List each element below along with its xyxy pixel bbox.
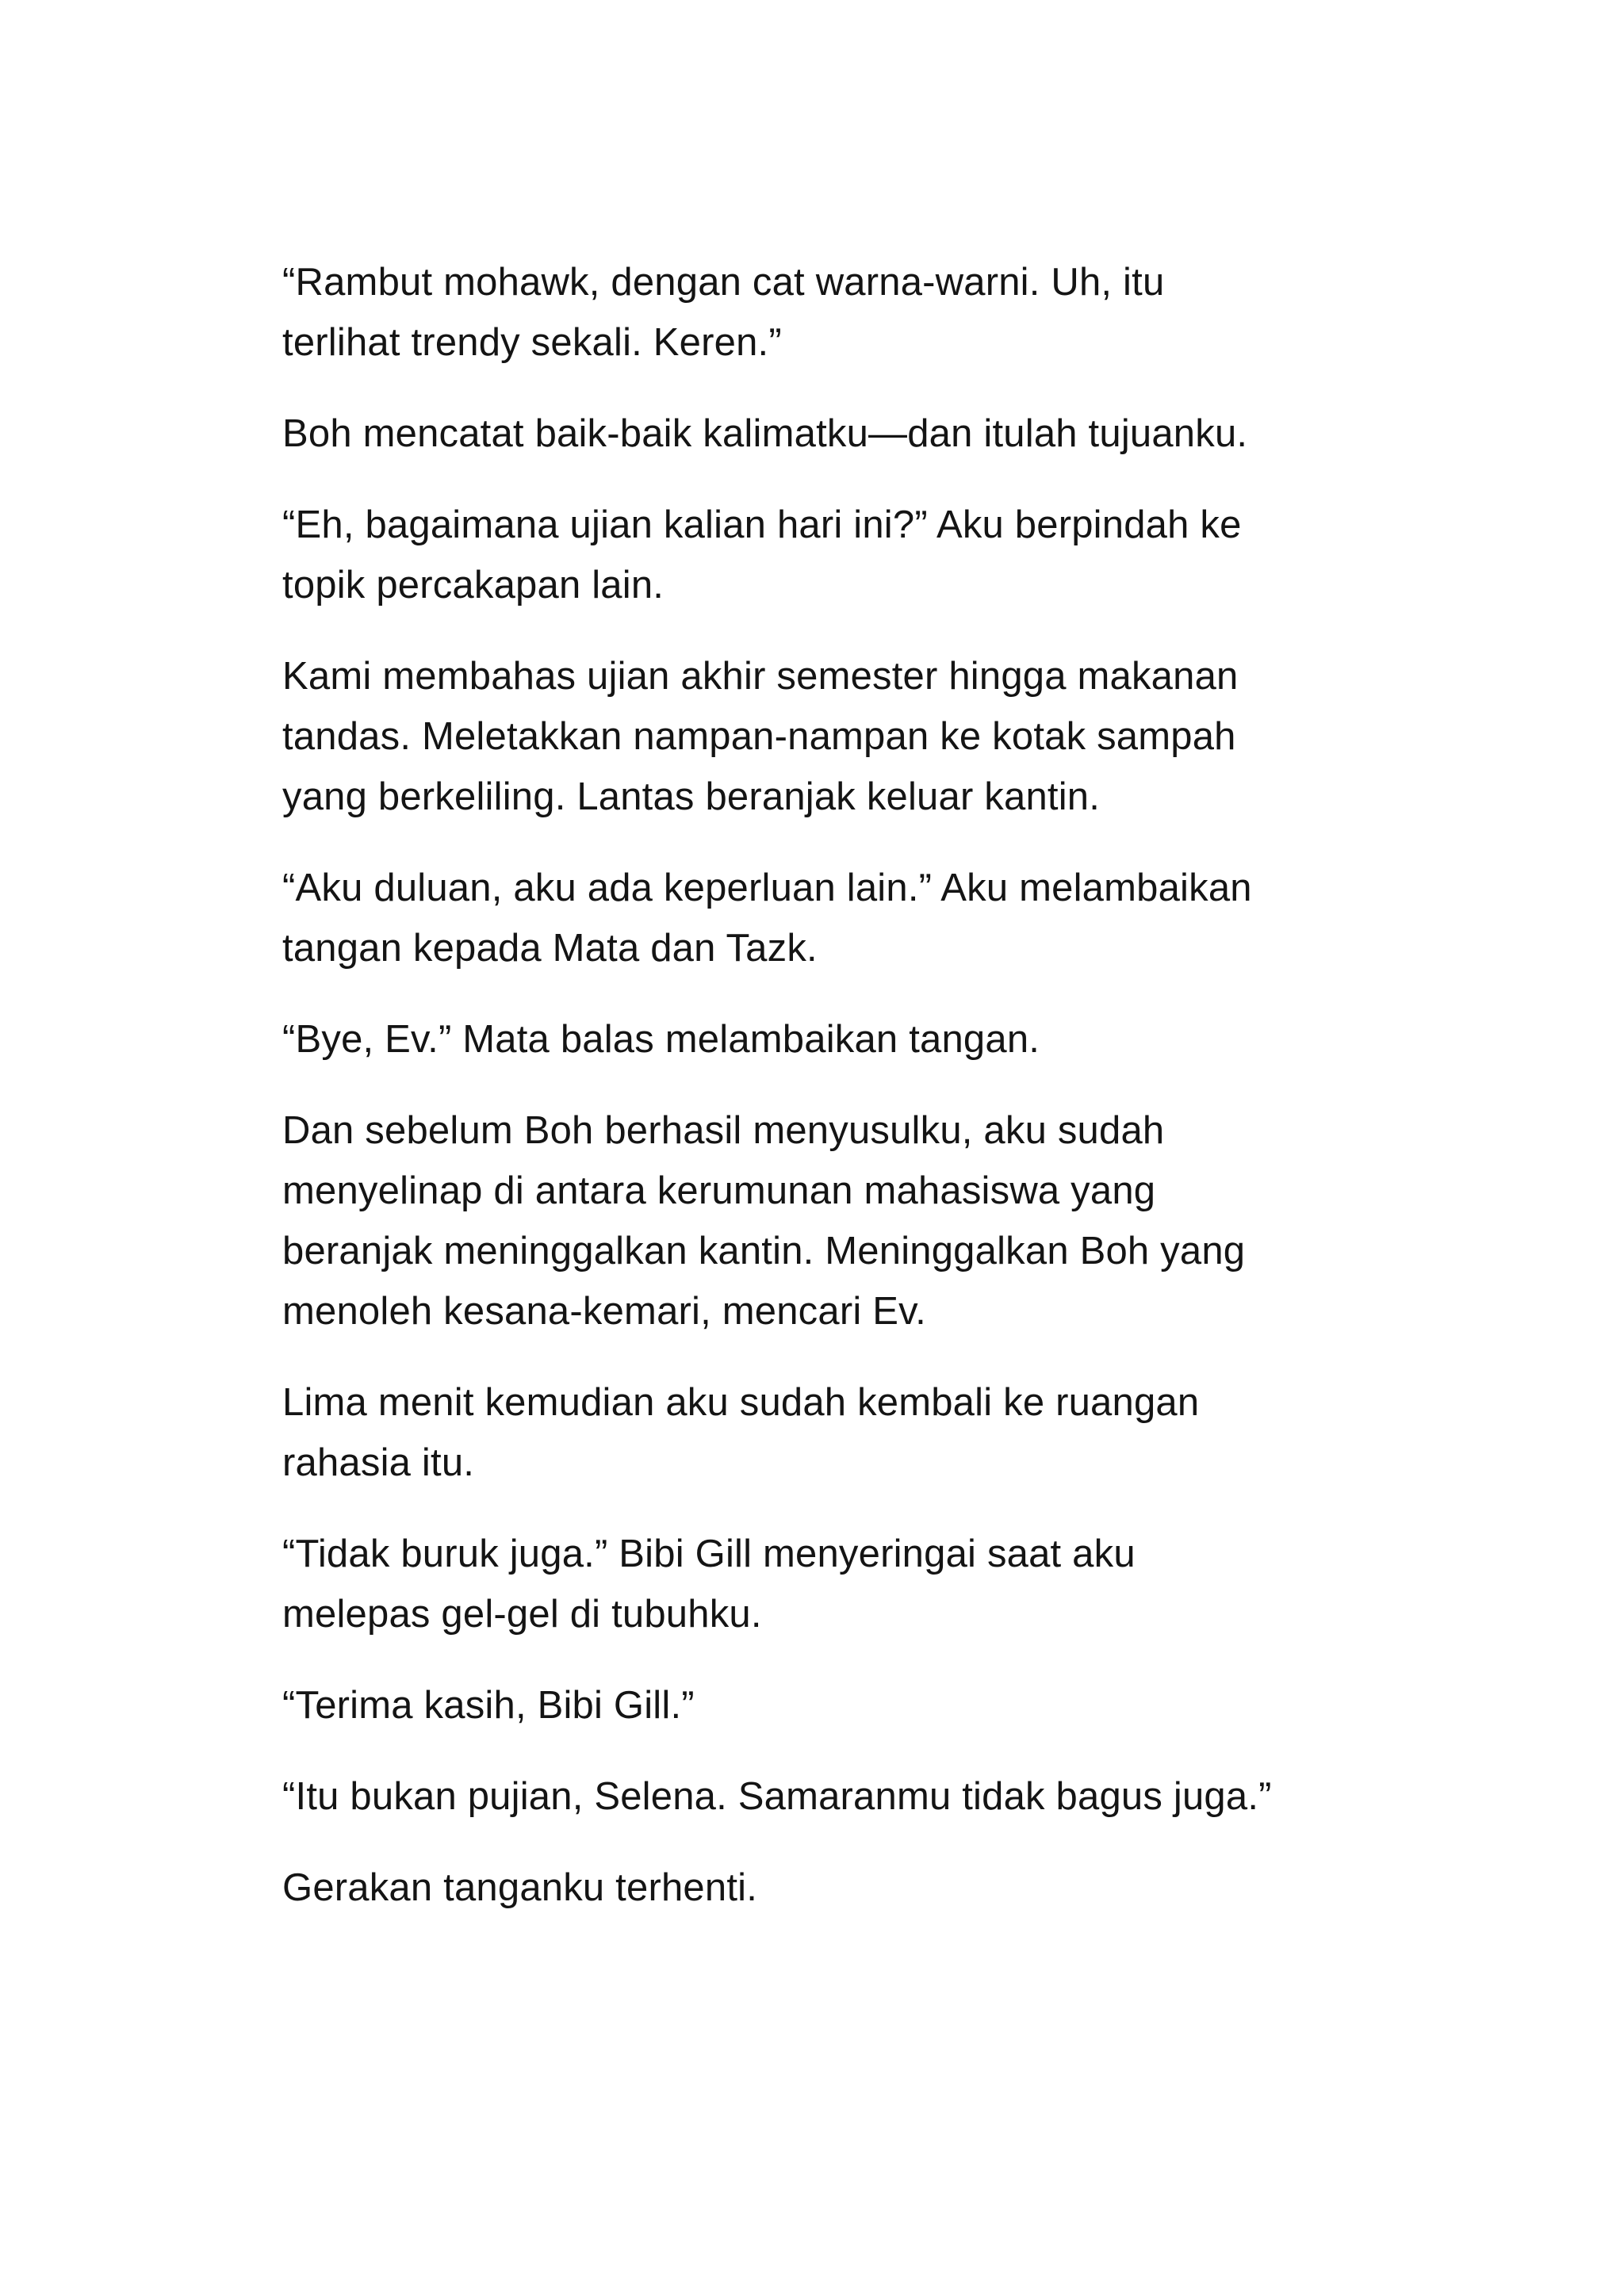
paragraph-9: “Tidak buruk juga.” Bibi Gill menyeringai saat aku melepas gel-gel di tubuhku. (282, 1533, 1136, 1636)
paragraph-5: “Aku duluan, aku ada keperluan lain.” Aku melambaikan tangan kepada Mata dan Tazk. (282, 867, 1252, 970)
paragraph-1: “Rambut mohawk, dengan cat warna-warni. Uh, itu terlihat trendy sekali. Keren.” (282, 261, 1165, 364)
paragraph-4: Kami membahas ujian akhir semester hingga makanan tandas. Meletakkan nampan-nampan ke kotak sampah yang berkeliling. Lantas beranjak keluar kantin. (282, 655, 1239, 818)
paragraph-10: “Terima kasih, Bibi Gill.” (282, 1684, 695, 1727)
paragraph-6: “Bye, Ev.” Mata balas melambaikan tangan. (282, 1018, 1040, 1061)
body-text (282, 252, 1408, 1949)
paragraph-8: Lima menit kemudian aku sudah kembali ke ruangan rahasia itu. (282, 1381, 1200, 1484)
paragraph-7: Dan sebelum Boh berhasil menyusulku, aku sudah menyelinap di antara kerumunan mahasiswa yang beranjak meninggalkan kantin. Meninggalkan Boh yang menoleh kesana-kemari, mencari Ev. (282, 1109, 1246, 1333)
paragraph-12: Gerakan tanganku terhenti. (282, 1866, 758, 1909)
paragraph-3: “Eh, bagaimana ujian kalian hari ini?” Aku berpindah ke topik percakapan lain. (282, 503, 1242, 607)
paragraph-11: “Itu bukan pujian, Selena. Samaranmu tidak bagus juga.” (282, 1775, 1272, 1818)
paragraph-2: Boh mencatat baik-baik kalimatku—dan itulah tujuanku. (282, 412, 1248, 455)
